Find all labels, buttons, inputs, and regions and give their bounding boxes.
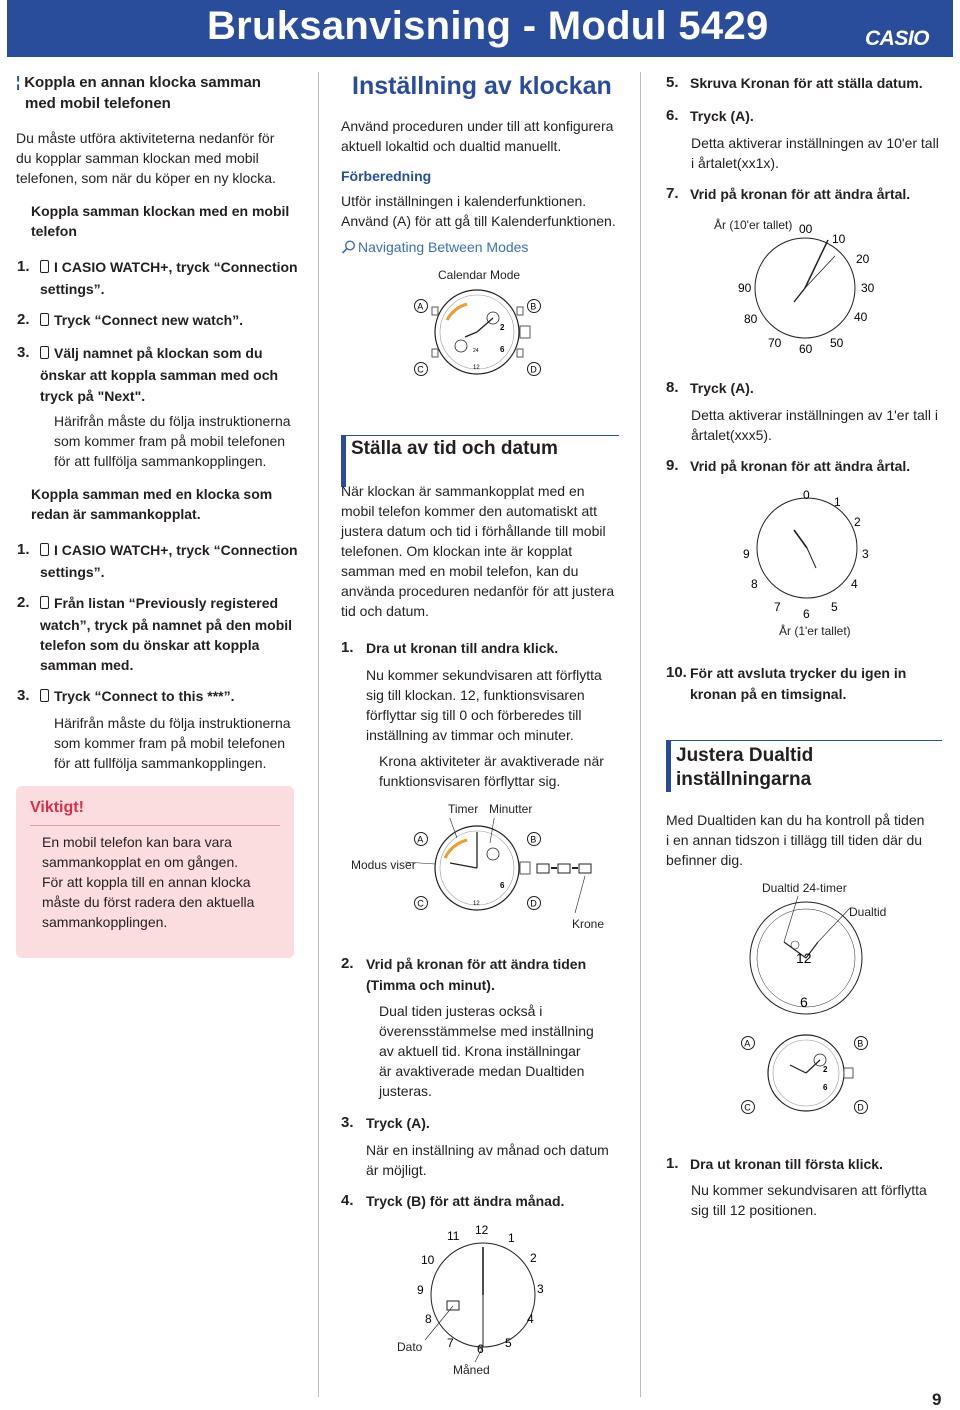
watch-mark-12: 12 [473,901,480,907]
important-text: En mobil telefon kan bara vara [42,834,232,850]
important-box [16,786,294,958]
section-text: Med Dualtiden kan du ha kontroll på tiden [666,812,925,828]
page-number: 9 [932,1390,942,1409]
important-text: sammankopplingen. [42,914,168,930]
dial-label: 1 [834,495,841,509]
follow-text: för att fullfölja sammankopplingen. [54,755,267,771]
prep-text: Utför inställningen i kalenderfunktionen. [341,193,587,209]
year-1-dial [730,480,890,620]
dial-label: 30 [861,281,875,295]
phone-icon [40,596,49,609]
watch-mark-2: 2 [500,323,505,332]
subheading: redan är sammankopplat. [31,506,201,522]
step-detail: av aktuell tid. Krona inställningar [379,1043,581,1059]
calendar-mode-label: Calendar Mode [438,268,521,282]
button-d-icon [526,895,542,911]
step-text: Vrid på kronan för att ändra årtal. [690,186,911,202]
phone-icon [40,346,49,359]
step-number: 6. [666,107,679,124]
month-label: 4 [527,1312,534,1326]
phone-icon [40,543,49,556]
svg-text:D: D [857,1102,864,1113]
dial-label: 8 [751,577,758,591]
prep-text: Använd (A) för att gå till Kalenderfunktionen. [341,213,616,229]
krone-label: Krone [572,917,605,931]
step-detail: justeras. [379,1083,432,1099]
step-number: 9. [666,457,679,474]
step-number: 3. [17,687,30,704]
step-text: Tryck “Connect to this ***”. [40,686,234,706]
dial-label: 20 [856,252,870,266]
button-b-icon [526,831,542,847]
svg-text:B: B [530,301,537,312]
dial-label: 90 [738,281,752,295]
modus-label: Modus viser [351,858,416,872]
section-text: använda proceduren nedanför för att justera [341,583,615,599]
svg-text:D: D [530,898,537,909]
section-text: mobil telefon kommer den automatiskt att [341,503,598,519]
step-number: 3. [17,344,30,361]
dial-label: 60 [799,342,813,356]
casio-logo: CASIO [864,27,929,50]
button-d-icon [526,361,542,377]
svg-text:B: B [530,834,537,845]
button-b-icon [526,298,542,314]
svg-text:C: C [744,1102,751,1113]
month-label: 11 [447,1229,460,1243]
button-c-icon [413,895,429,911]
important-text: För att koppla till en annan klocka [42,874,251,890]
svg-text:A: A [417,834,424,845]
button-a-icon [413,298,429,314]
step-text: tryck på "Next". [40,388,146,404]
step-detail: inställning av timmar och minuter. [366,727,574,743]
subheading: Koppla samman med en klocka som [31,486,273,502]
section-title: inställningarna [676,769,812,790]
dual24-label: Dualtid 24-timer [762,881,847,895]
watch-diagram-time [405,818,605,918]
dial-label: 7 [774,600,781,614]
step-text: telefon som du önskar att koppla [40,637,260,653]
section-text: tid och datum. [341,603,429,619]
follow-text: för att fullfölja sammankopplingen. [54,453,267,469]
dial-label: 40 [854,310,868,324]
step-text: Tryck (A). [690,108,754,124]
step-text: settings”. [40,564,105,580]
button-d-icon [853,1099,869,1115]
step-detail: Nu kommer sekundvisaren att förflytta [691,1182,927,1198]
page-title: Bruksanvisning - Modul 5429 [207,4,769,48]
step-number: 5. [666,74,679,91]
watch-mark-24: 24 [473,348,479,354]
column-divider [318,72,319,1397]
dual-time-dial [740,890,880,1025]
magnifier-icon [341,240,356,254]
svg-text:A: A [417,301,424,312]
step-text: samman med. [40,657,134,673]
button-c-icon [740,1099,756,1115]
step-detail: sig till klockan. 12, funktionsvisaren [366,687,585,703]
section-title: Justera Dualtid [676,745,814,766]
section-heading-box [666,740,942,792]
watch-mark-6: 6 [823,1083,828,1092]
month-label: 2 [530,1251,537,1265]
section-text: När klockan är sammankopplat med en [341,483,585,499]
follow-text: Härifrån måste du följa instruktionerna [54,413,291,429]
step-text: Vrid på kronan för att ändra årtal. [690,458,911,474]
step-detail: är avaktiverade medan Dualtiden [379,1063,585,1079]
step-number: 8. [666,379,679,396]
step-number: 2. [17,311,30,328]
dualtid-label: Dualtid [849,905,887,919]
important-text: måste du först radera den aktuella [42,894,255,910]
subheading: telefon [31,223,77,239]
step-text: kronan på en timsignal. [690,686,847,702]
year-1-label: År (1'er tallet) [779,624,851,638]
section-title: Inställning av klockan [352,72,612,100]
button-c-icon [413,361,429,377]
step-detail: överensstämmelse med inställning [379,1023,594,1039]
month-label: 8 [425,1312,432,1326]
step-detail: årtalet(xxx5). [691,427,772,443]
step-text: Vrid på kronan för att ändra tiden [366,956,587,972]
year-10-label: År (10'er tallet) [714,218,793,232]
year-10-dial [730,210,890,370]
step-detail: Detta aktiverar inställningen av 10'er tall [691,135,939,151]
watch-mark-6: 6 [500,345,505,354]
timer-label: Timer [448,802,479,816]
step-number: 7. [666,185,679,202]
section-text: justera datum och tid i förhållande till mobil [341,523,606,539]
intro-text: aktuell lokaltid och dualtid manuellt. [341,138,562,154]
step-number: 10. [666,664,687,681]
section-heading-box [341,435,619,487]
button-a-icon [740,1035,756,1051]
follow-text: som kommer fram på mobil telefonen [54,433,286,449]
step-text: settings”. [40,281,105,297]
dial-label: 6 [800,994,808,1010]
watch-mark-6: 6 [500,881,505,890]
column-divider [640,72,641,1397]
month-label: 5 [505,1336,512,1350]
section-text: i en annan tidszon i tillägg till tiden där du [666,832,923,848]
month-label: 10 [421,1253,435,1267]
phone-icon [40,313,49,326]
step-text: Tryck (A). [366,1115,430,1131]
watch-mark-2: 2 [823,1065,828,1074]
dial-label: 12 [796,950,812,966]
prep-title: Förberedning [341,168,432,184]
step-detail: Krona aktiviteter är avaktiverade när [379,753,604,769]
month-label: 3 [537,1282,544,1296]
dial-label: 50 [830,336,844,350]
dial-label: 4 [851,577,858,591]
step-detail: funktionsvisaren förflyttar sig. [379,773,561,789]
step-text: I CASIO WATCH+, tryck “Connection [40,540,298,560]
dial-label: 3 [862,547,869,561]
step-detail: Nu kommer sekundvisaren att förflytta [366,667,602,683]
step-text: I CASIO WATCH+, tryck “Connection [40,257,298,277]
step-number: 2. [17,594,30,611]
step-text: önskar att koppla samman med och [40,367,279,383]
dial-label: 0 [803,488,810,502]
section-text: befinner dig. [666,852,744,868]
month-label: 1 [508,1231,515,1245]
page-header [7,0,953,57]
section-text: telefonen. Om klockan inte är kopplat [341,543,573,559]
step-detail: i årtalet(xx1x). [691,155,779,171]
section-heading: ¦ Koppla en annan klocka samman [16,74,261,91]
step-number: 3. [341,1114,354,1131]
step-text: Välj namnet på klockan som du [40,343,263,363]
svg-text:D: D [530,364,537,375]
intro-text: Använd proceduren under till att konfigurera [341,118,614,134]
dial-label: 2 [854,515,861,529]
divider [30,825,280,826]
svg-text:C: C [417,898,424,909]
section-title: Ställa av tid och datum [351,438,558,459]
step-text: Tryck “Connect new watch”. [40,310,243,330]
step-detail: När en inställning av månad och datum [366,1142,609,1158]
month-label: 12 [475,1223,489,1237]
intro-text: du kopplar samman klockan med mobil [16,150,259,166]
step-detail: Dual tiden justeras också i [379,1003,543,1019]
dial-label: 10 [832,232,846,246]
step-number: 4. [341,1192,354,1209]
step-text: watch”, tryck på namnet på den mobil [40,617,293,633]
step-text: Skruva Kronan för att ställa datum. [690,75,923,91]
nav-link[interactable]: Navigating Between Modes [341,237,528,257]
month-label: 7 [447,1336,454,1350]
intro-text: Du måste utföra aktiviteterna nedanför för [16,130,275,146]
step-number: 1. [666,1155,679,1172]
svg-text:C: C [417,364,424,375]
dato-label: Dato [397,1340,423,1354]
phone-icon [40,689,49,702]
important-text: sammankopplat en om gången. [42,854,239,870]
button-b-icon [853,1035,869,1051]
dial-label: 9 [743,547,750,561]
step-text: Dra ut kronan till första klick. [690,1156,883,1172]
step-text: Tryck (A). [690,380,754,396]
svg-text:B: B [857,1038,864,1049]
svg-text:A: A [744,1038,751,1049]
step-detail: förflyttar sig till 0 och förberedes till [366,707,582,723]
important-title: Viktigt! [30,799,84,816]
dial-label: 00 [799,222,813,236]
minutter-label: Minutter [489,802,533,816]
button-a-icon [413,831,429,847]
step-text: För att avsluta trycker du igen in [690,665,907,681]
step-text: (Timma och minut). [366,977,495,993]
phone-icon [40,260,49,273]
step-number: 2. [341,955,354,972]
step-detail: är möjligt. [366,1162,427,1178]
dial-label: 6 [803,607,810,620]
section-text: samman med en mobil telefon, kan du [341,563,579,579]
subheading: Koppla samman klockan med en mobil [31,203,290,219]
step-text: Tryck (B) för att ändra månad. [366,1193,565,1209]
follow-text: som kommer fram på mobil telefonen [54,735,286,751]
step-number: 1. [17,258,30,275]
step-text: Från listan “Previously registered [40,593,278,613]
step-detail: Detta aktiverar inställningen av 1'er tall i [691,407,939,423]
step-number: 1. [17,541,30,558]
step-text: Dra ut kronan till andra klick. [366,640,559,656]
month-label: 9 [417,1283,424,1297]
step-number: 1. [341,639,354,656]
section-heading-line2: med mobil telefonen [25,95,171,112]
intro-text: telefonen, som när du köper en ny klocka. [16,170,276,186]
step-detail: sig till 12 positionen. [691,1202,818,1218]
month-label: 6 [477,1342,484,1356]
dial-label: 80 [744,312,758,326]
dial-label: 70 [768,336,782,350]
dial-label: 5 [831,600,838,614]
maned-label: Måned [453,1363,490,1377]
watch-mark-12: 12 [473,365,480,371]
follow-text: Härifrån måste du följa instruktionerna [54,715,291,731]
